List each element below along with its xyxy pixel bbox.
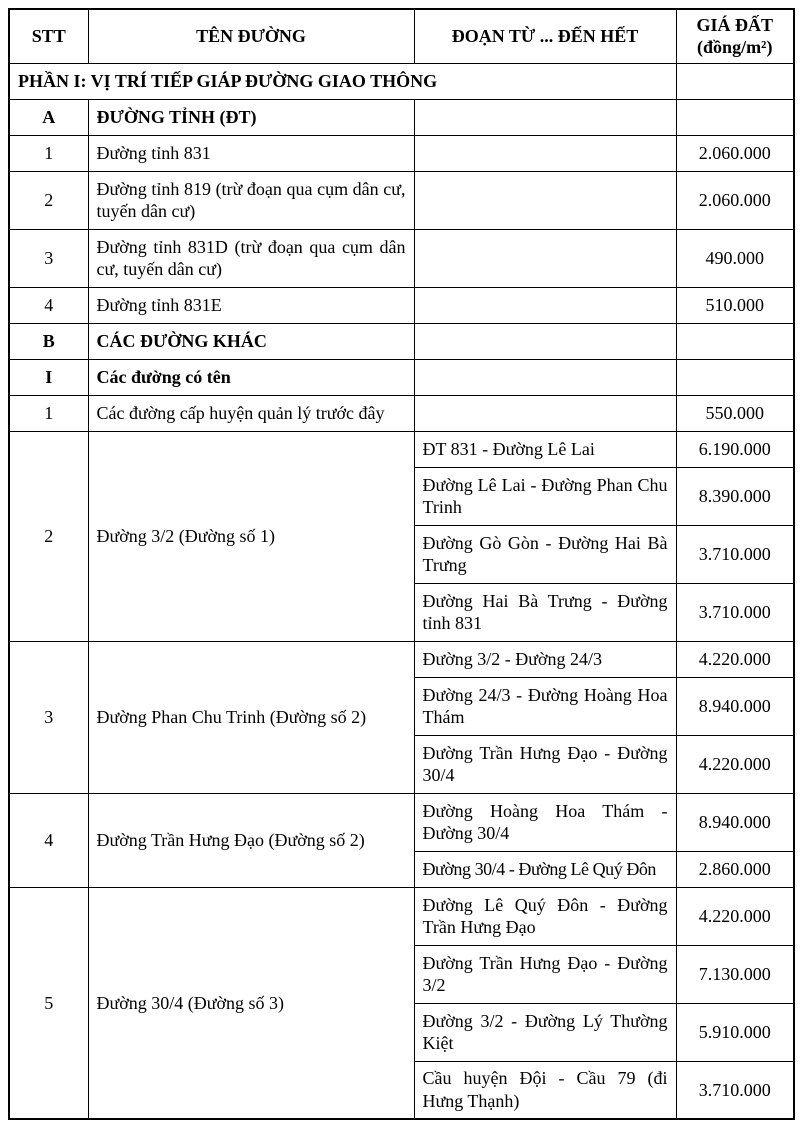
table-row [9, 171, 794, 229]
cell-price: 3.710.000 [676, 1061, 794, 1119]
cell-group-name: Các đường có tên [88, 359, 414, 395]
cell-price-empty [676, 63, 794, 99]
cell-stt: 2 [9, 171, 88, 229]
cell-segment: Đường Lê Quý Đôn - Đường Trần Hưng Đạo [414, 887, 676, 945]
cell-price: 2.860.000 [676, 851, 794, 887]
cell-segment: Cầu huyện Đội - Cầu 79 (đi Hưng Thạnh) [414, 1061, 676, 1119]
cell-segment: ĐT 831 - Đường Lê Lai [414, 431, 676, 467]
cell-road-name: Đường Trần Hưng Đạo (Đường số 2) [88, 793, 414, 887]
cell-price-empty [676, 359, 794, 395]
cell-price: 8.940.000 [676, 793, 794, 851]
cell-segment: Đường Trần Hưng Đạo - Đường 3/2 [414, 945, 676, 1003]
table-row [9, 287, 794, 323]
cell-stt: 1 [9, 395, 88, 431]
cell-segment: Đường 3/2 - Đường Lý Thường Kiệt [414, 1003, 676, 1061]
land-price-table [8, 8, 795, 1120]
cell-segment: Đường Trần Hưng Đạo - Đường 30/4 [414, 735, 676, 793]
cell-segment-empty [414, 359, 676, 395]
cell-road-name: Đường tỉnh 831D (trừ đoạn qua cụm dân cư, tuyến dân cư) [88, 229, 414, 287]
cell-road-name: Đường tỉnh 831 [88, 135, 414, 171]
cell-price: 3.710.000 [676, 525, 794, 583]
section-row [9, 63, 794, 99]
cell-segment: Đường 24/3 - Đường Hoàng Hoa Thám [414, 677, 676, 735]
cell-price-empty [676, 99, 794, 135]
price-header-line1: GIÁ ĐẤT [696, 14, 773, 35]
group-row-i [9, 359, 794, 395]
cell-road-name: Đường 30/4 (Đường số 3) [88, 887, 414, 1119]
cell-stt: 3 [9, 229, 88, 287]
cell-segment: Đường Lê Lai - Đường Phan Chu Trinh [414, 467, 676, 525]
cell-price-empty [676, 323, 794, 359]
cell-price: 8.390.000 [676, 467, 794, 525]
cell-segment-empty [414, 99, 676, 135]
table-row [9, 793, 794, 851]
price-header-line2: (đồng/m²) [697, 37, 773, 58]
cell-price: 2.060.000 [676, 171, 794, 229]
cell-price: 4.220.000 [676, 887, 794, 945]
table-row [9, 641, 794, 677]
cell-segment-empty [414, 171, 676, 229]
cell-segment-empty [414, 229, 676, 287]
cell-group-stt: B [9, 323, 88, 359]
cell-road-name: Đường tỉnh 819 (trừ đoạn qua cụm dân cư, tuyến dân cư) [88, 171, 414, 229]
cell-group-stt: A [9, 99, 88, 135]
cell-price: 8.940.000 [676, 677, 794, 735]
cell-price: 4.220.000 [676, 641, 794, 677]
cell-road-name: Các đường cấp huyện quản lý trước đây [88, 395, 414, 431]
cell-group-stt: I [9, 359, 88, 395]
cell-stt: 2 [9, 431, 88, 641]
cell-stt: 3 [9, 641, 88, 793]
col-header-stt: STT [9, 9, 88, 63]
header-row [9, 9, 794, 63]
table-row [9, 395, 794, 431]
cell-stt: 1 [9, 135, 88, 171]
cell-price: 3.710.000 [676, 583, 794, 641]
cell-stt: 4 [9, 287, 88, 323]
group-row-b [9, 323, 794, 359]
col-header-road-name: TÊN ĐƯỜNG [88, 9, 414, 63]
cell-price: 550.000 [676, 395, 794, 431]
cell-segment-empty [414, 287, 676, 323]
col-header-segment: ĐOẠN TỪ ... ĐẾN HẾT [414, 9, 676, 63]
cell-segment-empty [414, 135, 676, 171]
cell-segment: Đường 30/4 - Đường Lê Quý Đôn [414, 851, 676, 887]
cell-price: 7.130.000 [676, 945, 794, 1003]
cell-segment: Đường Hai Bà Trưng - Đường tỉnh 831 [414, 583, 676, 641]
cell-group-name: ĐƯỜNG TỈNH (ĐT) [88, 99, 414, 135]
cell-segment-empty [414, 323, 676, 359]
cell-price: 5.910.000 [676, 1003, 794, 1061]
cell-segment: Đường Gò Gòn - Đường Hai Bà Trưng [414, 525, 676, 583]
cell-price: 4.220.000 [676, 735, 794, 793]
cell-price: 6.190.000 [676, 431, 794, 467]
cell-road-name: Đường 3/2 (Đường số 1) [88, 431, 414, 641]
cell-road-name: Đường Phan Chu Trinh (Đường số 2) [88, 641, 414, 793]
table-row [9, 229, 794, 287]
cell-price: 490.000 [676, 229, 794, 287]
table-row [9, 135, 794, 171]
cell-stt: 4 [9, 793, 88, 887]
table-row [9, 431, 794, 467]
cell-price: 2.060.000 [676, 135, 794, 171]
cell-price: 510.000 [676, 287, 794, 323]
cell-segment-empty [414, 395, 676, 431]
table-row [9, 887, 794, 945]
cell-stt: 5 [9, 887, 88, 1119]
section-title: PHẦN I: VỊ TRÍ TIẾP GIÁP ĐƯỜNG GIAO THÔNG [9, 63, 676, 99]
cell-segment: Đường 3/2 - Đường 24/3 [414, 641, 676, 677]
cell-group-name: CÁC ĐƯỜNG KHÁC [88, 323, 414, 359]
cell-road-name: Đường tỉnh 831E [88, 287, 414, 323]
col-header-price [676, 9, 794, 63]
group-row-a [9, 99, 794, 135]
cell-segment: Đường Hoàng Hoa Thám - Đường 30/4 [414, 793, 676, 851]
